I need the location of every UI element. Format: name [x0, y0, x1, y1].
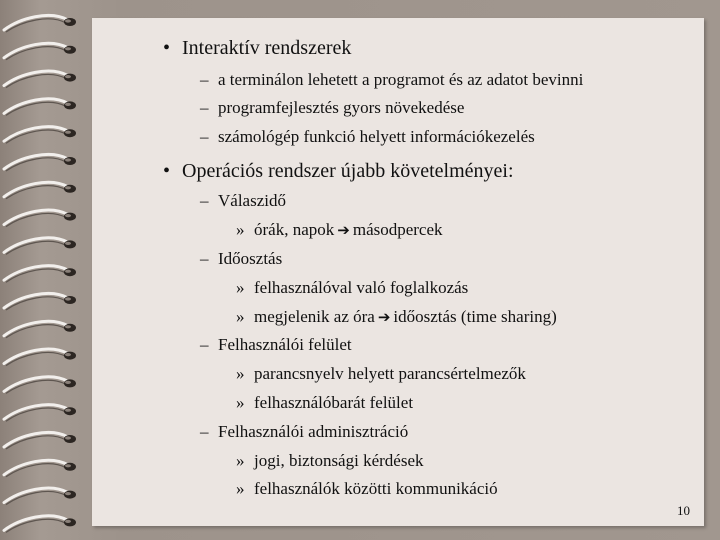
list-item: a terminálon lehetett a programot és az adatot bevinni: [218, 70, 584, 89]
dash-marker: –: [200, 422, 209, 441]
dash-marker: –: [200, 127, 209, 146]
page-number: 10: [677, 503, 690, 518]
sub-marker: »: [236, 278, 245, 297]
dash-marker: –: [200, 249, 209, 268]
list-item: [254, 220, 443, 240]
list-item: parancsnyelv helyett parancsértelmezők: [254, 364, 526, 383]
list-item: számológép funkció helyett információkezelés: [218, 127, 535, 146]
dash-marker: –: [200, 335, 209, 354]
list-item: jogi, biztonsági kérdések: [254, 451, 424, 470]
list-item-text: másodpercek: [352, 220, 443, 239]
list-item: Felhasználói felület: [218, 335, 352, 354]
sub-marker: »: [236, 451, 245, 470]
list-item: Válaszidő: [218, 191, 286, 210]
arrow-right-icon: ➔: [377, 308, 391, 326]
list-item-text: órák, napok: [254, 220, 335, 239]
list-item-text: időosztás (time sharing): [393, 307, 557, 326]
dash-marker: –: [200, 191, 209, 210]
list-item: felhasználóbarát felület: [254, 393, 414, 412]
sub-marker: »: [236, 307, 245, 326]
sub-marker: »: [236, 479, 245, 498]
heading-os-requirements: Operációs rendszer újabb követelményei:: [182, 160, 514, 182]
list-item: felhasználók közötti kommunikáció: [254, 479, 498, 498]
arrow-right-icon: ➔: [337, 221, 350, 239]
list-item: felhasználóval való foglalkozás: [254, 278, 469, 297]
list-item: programfejlesztés gyors növekedése: [218, 98, 465, 117]
list-item-text: megjelenik az óra: [254, 307, 375, 326]
sub-marker: »: [236, 364, 245, 383]
list-item: Időosztás: [218, 249, 283, 268]
dash-marker: –: [200, 98, 209, 117]
list-item: Felhasználói adminisztráció: [218, 422, 409, 441]
heading-interactive-systems: Interaktív rendszerek: [182, 37, 352, 59]
bullet-marker: •: [163, 37, 171, 59]
sub-marker: »: [236, 220, 245, 239]
list-item: [254, 307, 557, 327]
sub-marker: »: [236, 393, 245, 412]
bullet-marker: •: [163, 160, 171, 182]
dash-marker: –: [200, 70, 209, 89]
